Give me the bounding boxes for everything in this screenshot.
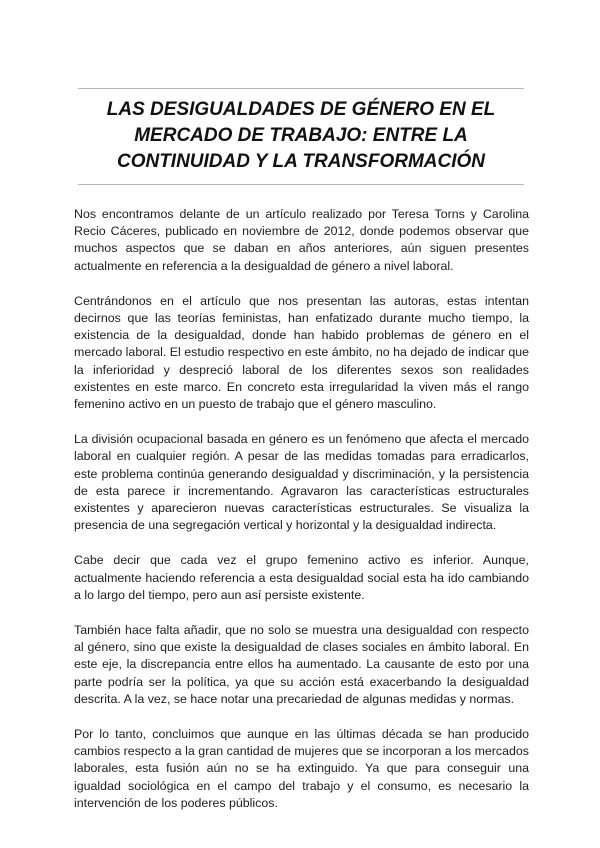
paragraph-occupational-division: La división ocupacional basada en género es un fenómeno que afecta el mercado laboral en cualquier región. A pesar de las medidas tomadas para erradicarlos, este problema continúa generando desigualdad y discriminación, y la persistencia de esta parece ir incrementando. Agravaron las características estructurales existentes y aparecieron nuevas características estructurales. Se visualiza la presencia de una segregación vertical y horizontal y la desigualdad indirecta. bbox=[74, 432, 529, 533]
document-body bbox=[74, 206, 529, 830]
paragraph-social-classes: También hace falta añadir, que no solo se muestra una desigualdad con respecto al género, sino que existe la desigualdad de clases sociales en ámbito laboral. En este eje, la discrepancia entre ellos ha aumentado. La causante de esto por una parte podría ser la política, ya que su acción está exacerbando la desigualdad descrita. A la vez, se hace notar una precariedad de algunas medidas y normas. bbox=[74, 623, 529, 706]
paragraph-conclusion: Por lo tanto, concluimos que aunque en las últimas década se han producido cambios respecto a la gran cantidad de mujeres que se incorporan a los mercados laborales, esta fusión aún no se ha extinguido. Ya que para conseguir una igualdad sociológica en el campo del trabajo y el consumo, es necesario la intervención de los poderes públicos. bbox=[74, 727, 529, 810]
title-top-rule bbox=[78, 88, 524, 89]
paragraph-feminist-theories: Centrándonos en el artículo que nos presentan las autoras, estas intentan decirnos que las teorías feministas, han enfatizado durante mucho tiempo, la existencia de la desigualdad, donde han habido problemas de género en el mercado laboral. El estudio respectivo en este ámbito, no ha dejado de indicar que la inferioridad y despreció laboral de los diferentes sexos son realidades existentes en este marco. En concreto esta irregularidad la viven más el rango femenino activo en un puesto de trabajo que el género masculino. bbox=[74, 293, 529, 412]
title-bottom-rule bbox=[78, 184, 524, 185]
paragraph-female-group: Cabe decir que cada vez el grupo femenino activo es inferior. Aunque, actualmente haciendo referencia a esta desigualdad social esta ha ido cambiando a lo largo del tiempo, pero aun así persiste existente. bbox=[74, 553, 529, 602]
paragraph-intro: Nos encontramos delante de un artículo realizado por Teresa Torns y Carolina Recio Cáceres, publicado en noviembre de 2012, donde podemos observar que muchos aspectos que se daban en años anteriores, aún siguen presentes actualmente en referencia a la desigualdad de género a nivel laboral. bbox=[74, 207, 529, 273]
document-title: LAS DESIGUALDADES DE GÉNERO EN EL MERCADO DE TRABAJO: ENTRE LA CONTINUIDAD Y LA TRANSFORMACIÓN bbox=[106, 99, 496, 172]
